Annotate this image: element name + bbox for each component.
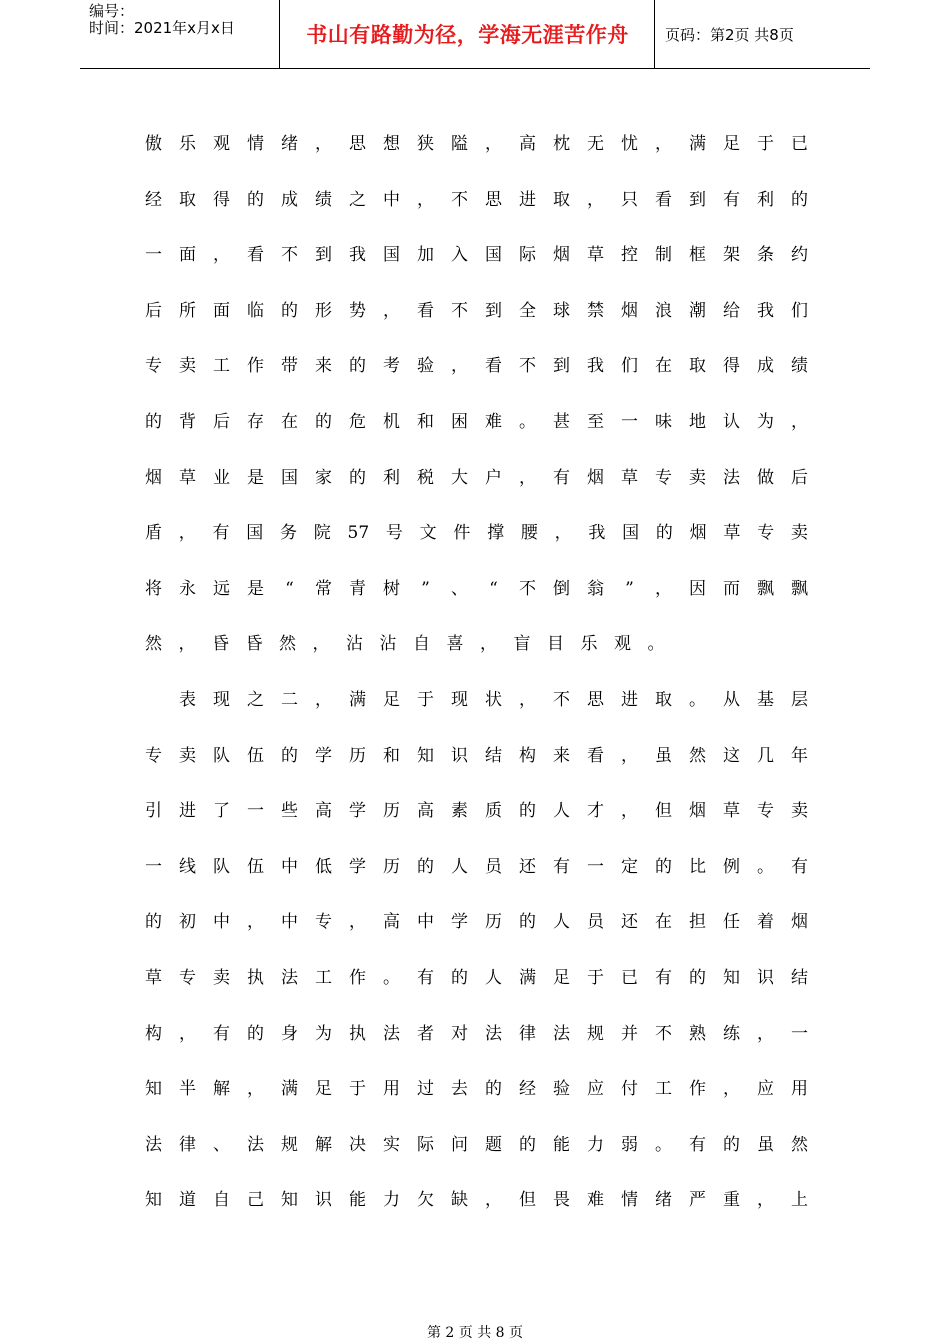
header-motto: 书山有路勤为径，学海无涯苦作舟 xyxy=(281,0,655,68)
text-line: 草 专 卖 执 法 工 作 。 有 的 人 满 足 于 已 有 的 知 识 结 xyxy=(145,967,808,988)
text-line: 一 面 ， 看 不 到 我 国 加 入 国 际 烟 草 控 制 框 架 条 约 xyxy=(145,245,808,266)
text-line: 傲 乐 观 情 绪 ， 思 想 狭 隘 ， 高 枕 无 忧 ， 满 足 于 已 xyxy=(145,134,808,154)
text-line: 法 律 、 法 规 解 决 实 际 问 题 的 能 力 弱 。 有 的 虽 然 xyxy=(145,1134,808,1155)
code-label: 编号： xyxy=(89,2,135,20)
header-page-number: 页码：第2页 共8页 xyxy=(665,25,794,44)
text-line: 后 所 面 临 的 形 势 ， 看 不 到 全 球 禁 烟 浪 潮 给 我 们 xyxy=(145,300,808,321)
document-body xyxy=(145,117,808,1229)
text-line: 表 现 之 二 ， 满 足 于 现 状 ， 不 思 进 取 。 从 基 层 xyxy=(179,689,808,710)
page-header xyxy=(80,0,870,69)
page-footer: 第 2 页 共 8 页 xyxy=(426,1325,524,1341)
text-line: 烟 草 业 是 国 家 的 利 税 大 户 ， 有 烟 草 专 卖 法 做 后 xyxy=(145,467,808,488)
text-line: 专 卖 工 作 带 来 的 考 验 ， 看 不 到 我 们 在 取 得 成 绩 xyxy=(145,356,808,377)
text-line: 专 卖 队 伍 的 学 历 和 知 识 结 构 来 看 ， 虽 然 这 几 年 xyxy=(145,745,808,766)
text-line: 的 初 中 ， 中 专 ， 高 中 学 历 的 人 员 还 在 担 任 着 烟 xyxy=(145,912,808,933)
text-line: 引 进 了 一 些 高 学 历 高 素 质 的 人 才 ， 但 烟 草 专 卖 xyxy=(145,801,808,822)
text-line: 一 线 队 伍 中 低 学 历 的 人 员 还 有 一 定 的 比 例 。 有 xyxy=(145,856,808,877)
text-line: 知 道 自 己 知 识 能 力 欠 缺 ， 但 畏 难 情 绪 严 重 ， 上 xyxy=(145,1190,808,1211)
text-line: 然 ， 昏 昏 然 ， 沾 沾 自 喜 ， 盲 目 乐 观 。 xyxy=(145,634,665,655)
date-label: 时间：2021年x月x日 xyxy=(89,19,235,37)
text-line: 盾 ， 有 国 务 院 57 号 文 件 撑 腰 ， 我 国 的 烟 草 专 卖 xyxy=(145,523,808,544)
text-line: 经 取 得 的 成 绩 之 中 ， 不 思 进 取 ， 只 看 到 有 利 的 xyxy=(145,189,808,210)
text-line: 构 ， 有 的 身 为 执 法 者 对 法 律 法 规 并 不 熟 练 ， 一 xyxy=(145,1023,808,1044)
text-line: 将 永 远 是 “ 常 青 树 ” 、 “ 不 倒 翁 ” ， 因 而 飘 飘 xyxy=(145,578,808,599)
text-line: 知 半 解 ， 满 足 于 用 过 去 的 经 验 应 付 工 作 ， 应 用 xyxy=(145,1079,808,1100)
header-meta xyxy=(80,0,280,68)
text-line: 的 背 后 存 在 的 危 机 和 困 难 。 甚 至 一 味 地 认 为 ， xyxy=(145,411,808,432)
